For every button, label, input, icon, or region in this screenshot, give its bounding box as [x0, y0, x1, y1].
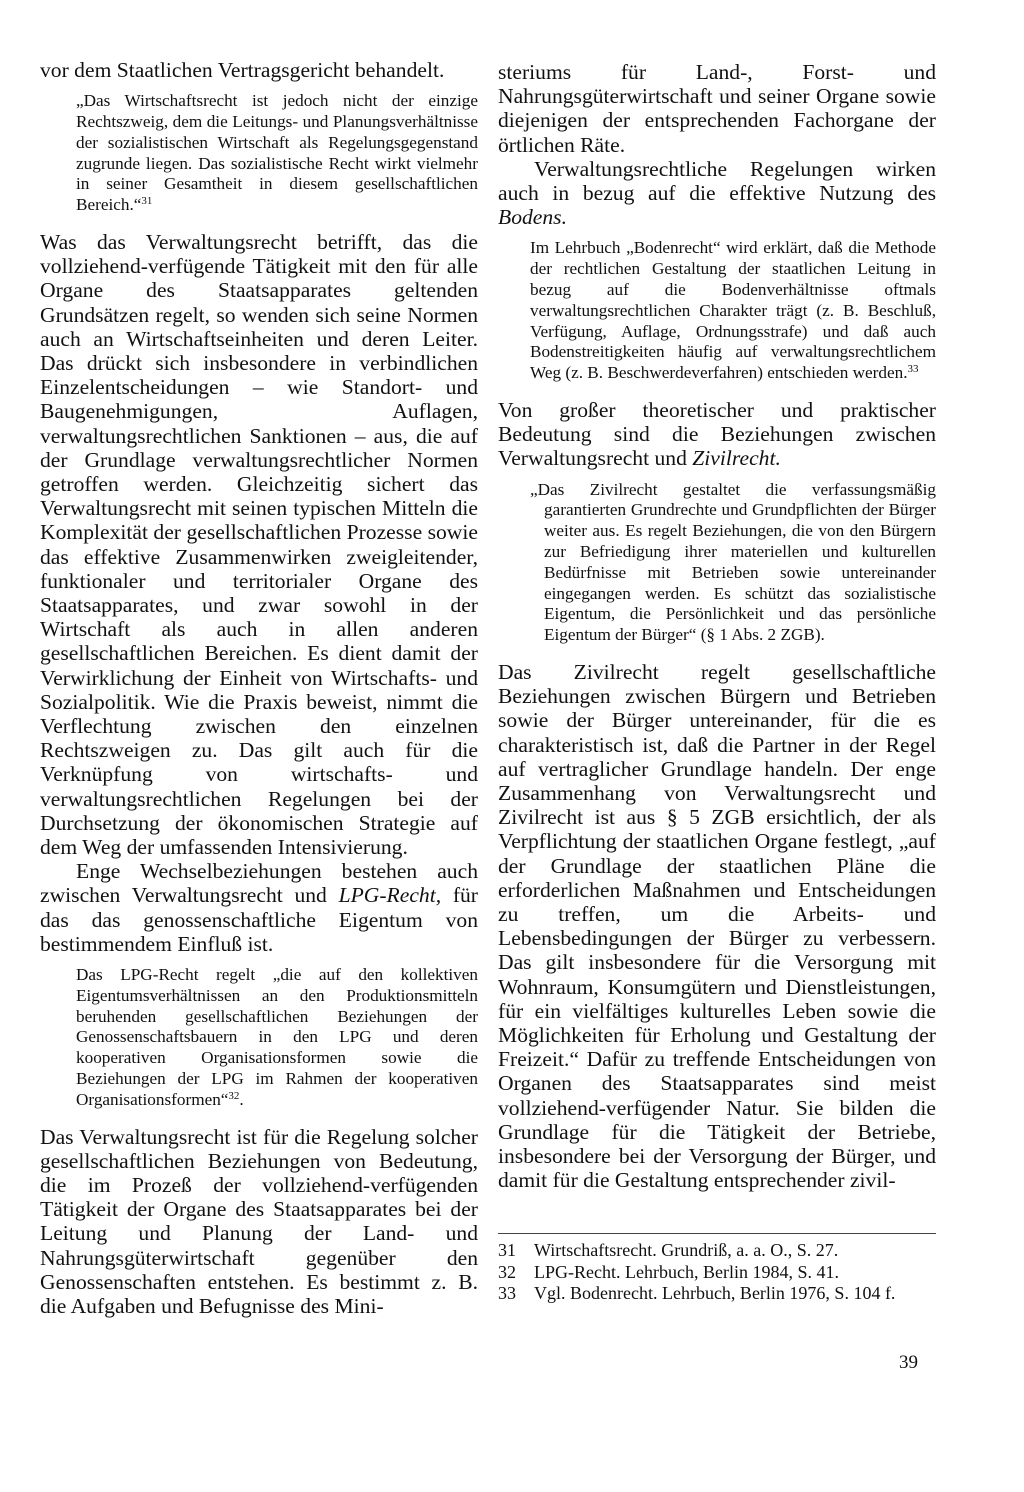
punctuation: . — [239, 1089, 244, 1109]
block-quote — [40, 91, 478, 216]
footnote-item — [498, 1240, 936, 1262]
paragraph: Das Zivilrecht regelt gesellschaftliche Beziehungen zwischen Bürgern und Betrieben sowie der Bürger untereinander, für die es charakteristisch ist, daß die Partner in der Regel auf vertraglicher Grundlage handeln. Der enge Zusammenhang von Verwaltungsrecht und Zivilrecht ist aus § 5 ZGB ersichtlich, der als Verpflichtung der staatlichen Organe festlegt, „auf der Grundlage der staatlichen Pläne die erforderlichen Maßnahmen und Entscheidungen zu treffen, um die Arbeits- und Lebensbedingungen der Bürger zu verbessern. Das gilt insbesondere für die Versorgung mit Wohnraum, Konsumgütern und Dienstleistungen, für ein vielfältiges kulturelles Leben sowie die Möglichkeiten für Erholung und Gestaltung der Freizeit.“ Dafür zu treffende Entscheidungen von Organen des Staatsapparates sind meist vollziehend-verfügender Natur. Sie bilden die Grundlage für die Tätigkeit der Betriebe, insbesondere bei der Versorgung der Bürger, und damit für die Gestaltung entsprechender zivil- — [498, 659, 936, 1193]
page-number: 39 — [899, 1352, 918, 1373]
paragraph — [498, 398, 936, 471]
emphasis: LPG-Recht, — [338, 883, 442, 908]
footnote-number: 32 — [498, 1261, 516, 1282]
right-column — [498, 60, 936, 1192]
quote-text: Das LPG-Recht regelt „die auf den kollektiven Eigentumsverhältnissen an den Produktionsmitteln beruhenden gesellschaftlichen Beziehungen der Genossenschaftsbauern in den LPG und deren kooperativen Organisationsformen sowie die Beziehungen der LPG im Rahmen der kooperativen Organisationsformen“ — [76, 965, 478, 1109]
text-run: Von großer theoretischer und praktischer Bedeutung sind die Beziehungen zwischen Verwaltungsrecht und — [498, 398, 936, 471]
quote-text: „Das Wirtschaftsrecht ist jedoch nicht der einzige Rechtszweig, dem die Leitungs- und Planungsverhältnisse der sozialistischen Wirtschaft als Regelungsgegenstand zugrunde liegen. Das sozialistische Recht wirkt vielmehr in seiner Gesamtheit in diesem gesellschaftlichen Bereich.“ — [76, 91, 478, 215]
footnotes — [498, 1240, 936, 1305]
block-quote — [498, 238, 936, 384]
text-run: Enge Wechselbeziehungen bestehen auch zwischen Verwaltungsrecht und — [40, 859, 478, 908]
paragraph: Das Verwaltungsrecht ist für die Regelung solcher gesellschaftlichen Beziehungen von Bedeutung, die im Prozeß der vollziehend-verfügenden Tätigkeit der Organe des Staatsapparates bei der Leitung und Planung der Land- und Nahrungsgüterwirtschaft gegenüber den Genossenschaften entstehen. Es bestimmt z. B. die Aufgaben und Befugnisse des Mini- — [40, 1124, 478, 1319]
emphasis: Zivilrecht. — [692, 446, 781, 471]
footnote-number: 31 — [498, 1240, 516, 1260]
text-run: Verwaltungsrechtliche Regelungen wirken auch in bezug auf die effektive Nutzung des — [498, 156, 936, 206]
footnote-ref: 32 — [228, 1089, 240, 1102]
left-column — [40, 58, 478, 1318]
paragraph — [40, 859, 478, 956]
footnote-item — [498, 1262, 936, 1284]
emphasis: Bodens. — [498, 205, 567, 230]
footnote-text: LPG-Recht. Lehrbuch, Berlin 1984, S. 41. — [534, 1261, 839, 1282]
paragraph: vor dem Staatlichen Vertragsgericht behandelt. — [40, 58, 445, 82]
footnote-divider — [498, 1233, 936, 1234]
footnote-text: Vgl. Bodenrecht. Lehrbuch, Berlin 1976, S. 104 f. — [534, 1283, 896, 1303]
block-quote: „Das Zivilrecht gestaltet die verfassungsmäßig garantierten Grundrechte und Grundpflichten der Bürger weiter aus. Es regelt Beziehungen, die von den Bürgern zur Befriedigung ihrer materiellen und kulturellen Bedürfnisse mit Betrieben sowie untereinander eingegangen werden. Es schützt das sozialistische Eigentum, die Persönlichkeit und das persönliche Eigentum der Bürger“ (§ 1 Abs. 2 ZGB). — [530, 479, 936, 645]
footnote-item — [498, 1283, 936, 1305]
footnote-number: 33 — [498, 1283, 516, 1303]
text-run: für das das genossenschaftliche Eigentum von bestimmendem Einfluß ist. — [40, 883, 478, 956]
footnote-text: Wirtschaftsrecht. Grundriß, a. a. O., S. 27. — [534, 1240, 839, 1260]
paragraph: Was das Verwaltungsrecht betrifft, das die vollziehend-verfügende Tätigkeit mit den für alle Organe des Staatsapparates geltenden Grundsätzen regelt, so wenden sich seine Normen auch an Wirtschaftseinheiten und deren Leiter. Das drückt sich insbesondere in verbindlichen Einzelentscheidungen – wie Standort- und Baugenehmigungen, Auflagen, verwaltungsrechtlichen Sanktionen – aus, die auf der Grundlage verwaltungsrechtlicher Normen getroffen werden. Gleichzeitig sichert das Verwaltungsrecht mit seinen typischen Mitteln die Komplexität der gesellschaftlichen Prozesse sowie das effektive Zusammenwirken zweigleitender, funktionaler und territorialer Organe des Staatsapparates, und zwar sowohl in der Wirtschaft als auch in allen anderen gesellschaftlichen Bereichen. Es dient damit der Verwirklichung der Einheit von Wirtschafts- und Sozialpolitik. Wie die Praxis beweist, nimmt die Verflechtung zwischen den einzelnen Rechtszweigen zu. Das gilt auch für die Verknüpfung von wirtschafts- und verwaltungsrechtlichen Regelungen bei der Durchsetzung der ökonomischen Strategie auf dem Weg der umfassenden Intensivierung. — [40, 229, 478, 860]
quote-text: Im Lehrbuch „Bodenrecht“ wird erklärt, daß die Methode der rechtlichen Gestaltung der staatlichen Leitung in bezug auf die Bodenverhältnisse oftmals verwaltungsrechtlichen Charakter trägt (z. B. Beschluß, Verfügung, Auflage, Ordnungsstrafe) und daß auch Bodenstreitigkeiten häufig auf verwaltungsrechtlichem Weg (z. B. Beschwerdeverfahren) entschieden werden. — [530, 238, 936, 383]
paragraph: steriums für Land-, Forst- und Nahrungsgüterwirtschaft und seiner Organe sowie diejenigen der entsprechenden Fachorgane der örtlichen Räte. — [498, 60, 936, 157]
footnote-ref: 31 — [141, 195, 153, 208]
footnote-ref: 33 — [907, 363, 919, 376]
block-quote — [40, 965, 478, 1111]
paragraph — [498, 157, 936, 230]
